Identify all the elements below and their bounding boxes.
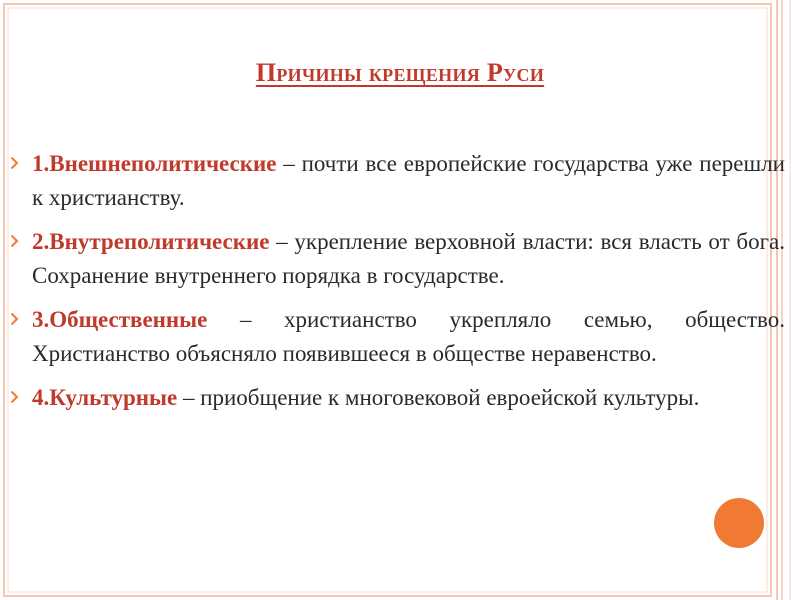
chevron-right-icon xyxy=(10,303,24,337)
chevron-right-icon xyxy=(10,381,24,415)
chevron-right-icon xyxy=(10,225,24,259)
slide-title: Причины крещения Руси xyxy=(255,58,545,87)
list-item xyxy=(10,225,785,293)
reason-term: 1.Внешнеполитические xyxy=(32,151,277,176)
chevron-right-icon xyxy=(10,147,24,181)
reason-text: – почти все европейские государства уже перешли к христианству. xyxy=(32,151,785,210)
list-item xyxy=(10,381,785,415)
orange-circle-icon xyxy=(714,498,764,548)
reasons-list xyxy=(10,147,785,425)
reason-term: 4.Культурные xyxy=(32,385,178,410)
list-item xyxy=(10,147,785,215)
reason-term: 3.Общественные xyxy=(32,307,208,332)
reason-text: – укрепление верховной власти: вся власть от бога. Сохранение внутреннего порядка в государстве. xyxy=(32,229,785,288)
reason-text: – приобщение к многовековой евроейской культуры. xyxy=(177,385,700,410)
reason-text: – христианство укрепляло семью, общество. Христианство объясняло появившееся в обществе неравенство. xyxy=(32,307,785,366)
list-item xyxy=(10,303,785,371)
reason-term: 2.Внутреполитические xyxy=(32,229,270,254)
